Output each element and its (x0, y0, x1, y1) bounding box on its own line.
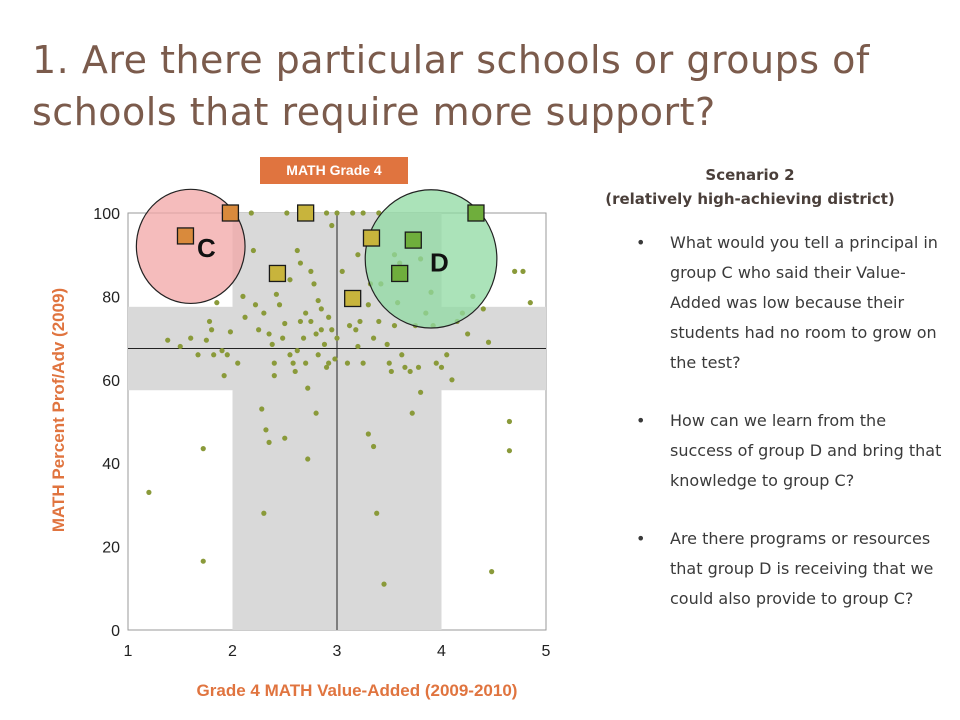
data-point (188, 336, 193, 341)
scenario-title-line2: (relatively high-achieving district) (605, 190, 895, 208)
bullet-icon: • (636, 233, 646, 252)
bullet-icon: • (636, 529, 646, 548)
data-point (266, 440, 271, 445)
data-point (512, 269, 517, 274)
slide-title: 1. Are there particular schools or groups of schools that require more support? (32, 38, 870, 134)
data-point (507, 448, 512, 453)
data-point (371, 444, 376, 449)
group-label-c: C (196, 232, 216, 263)
data-point (272, 361, 277, 366)
data-point (298, 260, 303, 265)
data-point (319, 306, 324, 311)
data-point (355, 344, 360, 349)
data-point (277, 302, 282, 307)
data-point (263, 427, 268, 432)
data-point (274, 292, 279, 297)
y-tick-label: 100 (93, 206, 120, 223)
highlighted-school-marker (177, 228, 193, 244)
data-point (249, 210, 254, 215)
data-point (295, 348, 300, 353)
data-point (347, 323, 352, 328)
data-point (374, 511, 379, 516)
data-point (316, 352, 321, 357)
data-point (402, 365, 407, 370)
data-point (235, 361, 240, 366)
data-point (207, 319, 212, 324)
data-point (211, 352, 216, 357)
data-point (486, 340, 491, 345)
data-point (242, 315, 247, 320)
data-point (334, 210, 339, 215)
data-point (301, 336, 306, 341)
data-point (345, 361, 350, 366)
data-point (366, 302, 371, 307)
data-point (392, 323, 397, 328)
data-point (326, 315, 331, 320)
highlighted-school-marker (298, 205, 314, 221)
data-point (489, 569, 494, 574)
data-point (280, 336, 285, 341)
data-point (228, 329, 233, 334)
data-point (326, 361, 331, 366)
data-point (298, 319, 303, 324)
data-point (201, 559, 206, 564)
data-point (308, 319, 313, 324)
data-point (507, 419, 512, 424)
data-point (222, 373, 227, 378)
data-point (332, 356, 337, 361)
data-point (416, 365, 421, 370)
data-point (261, 310, 266, 315)
data-point (366, 431, 371, 436)
data-point (439, 365, 444, 370)
data-point (334, 336, 339, 341)
highlighted-school-marker (363, 230, 379, 246)
question-text-3: Are there programs or resources that group D is receiving that we could also provide to group C? (670, 529, 934, 608)
scenario-title-line1: Scenario 2 (705, 166, 795, 184)
data-point (410, 411, 415, 416)
data-point (528, 300, 533, 305)
data-point (284, 210, 289, 215)
data-point (449, 377, 454, 382)
highlighted-school-marker (392, 265, 408, 281)
data-point (355, 252, 360, 257)
data-point (381, 582, 386, 587)
data-point (259, 406, 264, 411)
data-point (387, 361, 392, 366)
data-point (311, 281, 316, 286)
data-point (314, 331, 319, 336)
data-point (303, 361, 308, 366)
data-point (329, 223, 334, 228)
data-point (322, 342, 327, 347)
data-point (361, 361, 366, 366)
data-point (329, 327, 334, 332)
data-point (219, 348, 224, 353)
data-point (287, 277, 292, 282)
highlighted-school-marker (222, 205, 238, 221)
data-point (340, 269, 345, 274)
data-point (308, 269, 313, 274)
data-point (434, 361, 439, 366)
data-point (303, 310, 308, 315)
data-point (178, 344, 183, 349)
x-tick-label: 2 (228, 643, 237, 660)
data-point (376, 319, 381, 324)
data-point (165, 338, 170, 343)
data-point (353, 327, 358, 332)
data-point (225, 352, 230, 357)
data-point (481, 306, 486, 311)
data-point (261, 511, 266, 516)
data-point (272, 373, 277, 378)
highlighted-school-marker (468, 205, 484, 221)
x-tick-label: 4 (437, 643, 446, 660)
data-point (287, 352, 292, 357)
data-point (295, 248, 300, 253)
group-label-d: D (430, 247, 449, 278)
data-point (256, 327, 261, 332)
data-point (361, 210, 366, 215)
y-tick-label: 60 (102, 372, 120, 390)
data-point (385, 342, 390, 347)
data-point (253, 302, 258, 307)
highlighted-school-marker (405, 232, 421, 248)
data-point (201, 446, 206, 451)
highlighted-school-marker (269, 265, 285, 281)
x-axis-title: Grade 4 MATH Value-Added (2009-2010) (196, 681, 518, 700)
y-tick-label: 20 (102, 539, 120, 557)
data-point (357, 319, 362, 324)
scenario-title (580, 163, 920, 211)
question-list (636, 228, 946, 642)
question-text-1: What would you tell a principal in group C who said their Value-Added was low because their students had no room to grow on the test? (670, 233, 938, 372)
data-point (209, 327, 214, 332)
data-point (319, 327, 324, 332)
chart-title-badge: MATH Grade 4 (260, 157, 408, 184)
data-point (293, 369, 298, 374)
data-point (314, 411, 319, 416)
data-point (324, 210, 329, 215)
data-point (282, 321, 287, 326)
question-text-2: How can we learn from the success of group D and bring that knowledge to group C? (670, 411, 942, 490)
data-point (146, 490, 151, 495)
data-point (465, 331, 470, 336)
question-item-1 (636, 228, 946, 378)
data-point (418, 390, 423, 395)
x-tick-label: 1 (123, 643, 133, 660)
bullet-icon: • (636, 411, 646, 430)
data-point (195, 352, 200, 357)
data-point (240, 294, 245, 299)
question-item-2 (636, 406, 946, 496)
x-tick-label: 5 (541, 643, 551, 660)
y-tick-label: 40 (102, 456, 120, 474)
data-point (204, 338, 209, 343)
data-point (444, 352, 449, 357)
y-axis-title: MATH Percent Prof/Adv (2009) (49, 287, 68, 533)
question-item-3 (636, 524, 946, 614)
data-point (251, 248, 256, 253)
data-point (291, 361, 296, 366)
data-point (214, 300, 219, 305)
data-point (399, 352, 404, 357)
data-point (389, 369, 394, 374)
data-point (266, 331, 271, 336)
data-point (270, 342, 275, 347)
x-tick-label: 3 (332, 643, 342, 660)
y-tick-label: 80 (102, 289, 120, 307)
data-point (371, 336, 376, 341)
data-point (520, 269, 525, 274)
highlighted-school-marker (345, 290, 361, 306)
data-point (282, 436, 287, 441)
data-point (316, 298, 321, 303)
data-point (408, 369, 413, 374)
data-point (305, 456, 310, 461)
y-tick-label: 0 (111, 623, 120, 640)
data-point (350, 210, 355, 215)
data-point (305, 386, 310, 391)
